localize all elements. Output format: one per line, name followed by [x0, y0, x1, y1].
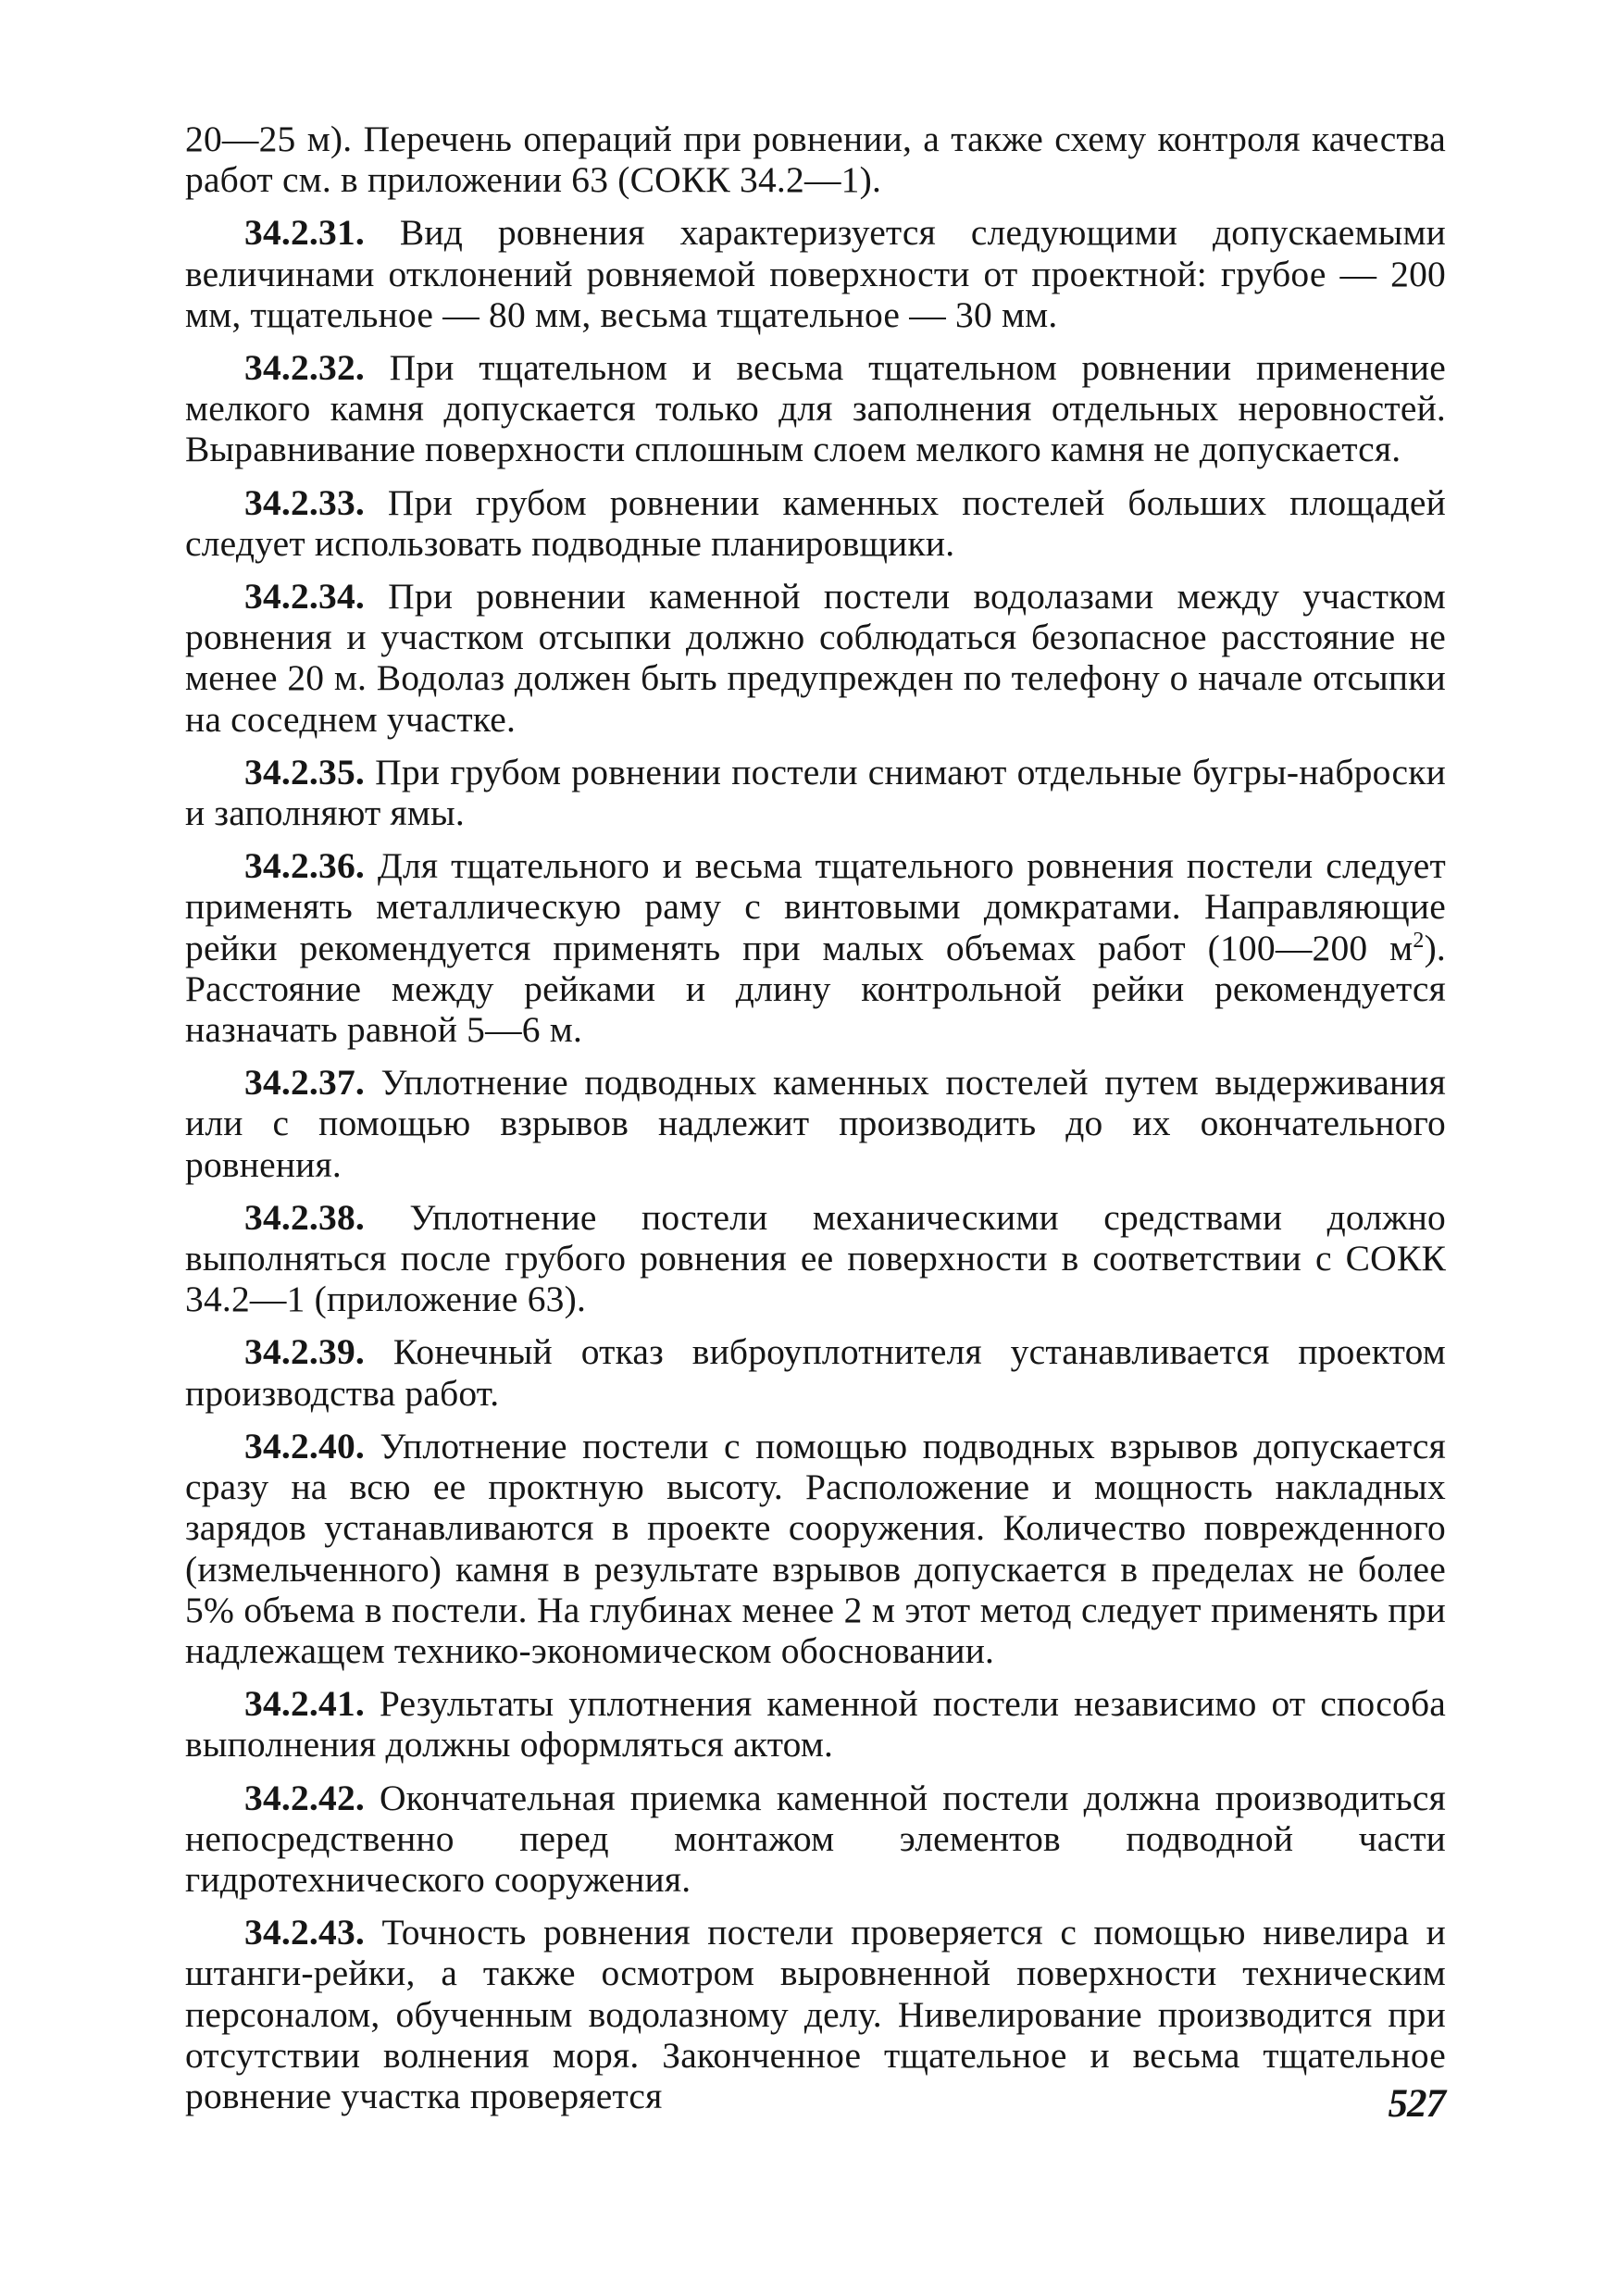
page-number: 527 [1388, 2082, 1445, 2126]
paragraph-34-2-33 [185, 482, 1446, 564]
paragraph-34-2-37 [185, 1062, 1446, 1185]
paragraph-text: При тщательном и весьма тщательном ровнении применение мелкого камня допускается только для заполнения отдельных неровностей. Выравнивание поверхности сплошным слоем мелкого камня не допускается. [185, 347, 1446, 470]
clause-number: 34.2.40. [244, 1425, 365, 1466]
page-body [185, 119, 1446, 2116]
paragraph-34-2-41 [185, 1683, 1446, 1765]
paragraph-34-2-36 [185, 845, 1446, 1050]
paragraph-text: Окончательная приемка каменной постели должна производиться непосредственно перед монтажом элементов подводной части гидротехнического сооружения. [185, 1777, 1446, 1900]
paragraph-34-2-32 [185, 347, 1446, 470]
paragraph-text: Уплотнение постели с помощью подводных взрывов допускается сразу на всю ее проктную высоту. Расположение и мощность накладных зарядов устанавливаются в проекте сооружения. Количество поврежденного (измельченного) камня в результате взрывов допускается в пределах не более 5% объема в постели. На глубинах менее 2 м этот метод следует применять при надлежащем технико-экономическом обосновании. [185, 1425, 1446, 1671]
paragraph-34-2-34 [185, 576, 1446, 740]
clause-number: 34.2.38. [244, 1196, 365, 1238]
paragraph-34-2-39 [185, 1331, 1446, 1413]
clause-number: 34.2.36. [244, 845, 365, 887]
paragraph-text: Уплотнение подводных каменных постелей путем выдерживания или с помощью взрывов надлежит производить до их окончательного ровнения. [185, 1062, 1446, 1185]
paragraph-text: При ровнении каменной постели водолазами между участком ровнения и участком отсыпки должно соблюдаться безопасное расстояние не менее 20 м. Водолаз должен быть предупрежден по телефону о начале отсыпки на соседнем участке. [185, 576, 1446, 740]
paragraph-34-2-38 [185, 1197, 1446, 1320]
paragraph-text: Результаты уплотнения каменной постели независимо от способа выполнения должны оформляться актом. [185, 1683, 1446, 1766]
clause-number: 34.2.41. [244, 1683, 365, 1725]
paragraph-34-2-31 [185, 212, 1446, 335]
paragraph-34-2-40 [185, 1426, 1446, 1671]
clause-number: 34.2.42. [244, 1777, 365, 1818]
paragraph-text-continued: ). Расстояние между рейками и длину контрольной рейки рекомендуется назначать равной 5—6 м. [185, 927, 1446, 1051]
clause-number: 34.2.35. [244, 751, 365, 792]
clause-number: 34.2.31. [244, 212, 365, 254]
clause-number: 34.2.33. [244, 481, 365, 523]
paragraph-34-2-42 [185, 1778, 1446, 1901]
clause-number: 34.2.39. [244, 1331, 365, 1373]
clause-number: 34.2.32. [244, 347, 365, 389]
paragraph-34-2-43 [185, 1912, 1446, 2116]
superscript: 2 [1413, 928, 1425, 953]
paragraph-text: Конечный отказ виброуплотнителя устанавливается проектом производства работ. [185, 1331, 1446, 1414]
paragraph-text: При грубом ровнении постели снимают отдельные бугры-наброски и заполняют ямы. [185, 751, 1446, 834]
clause-number: 34.2.37. [244, 1062, 365, 1104]
paragraph-text: 20—25 м). Перечень операций при ровнении, а также схему контроля качества работ см. в приложении 63 (СОКК 34.2—1). [185, 119, 1446, 201]
paragraph-continuation [185, 119, 1446, 200]
paragraph-text: При грубом ровнении каменных постелей больших площадей следует использовать подводные планировщики. [185, 481, 1446, 564]
paragraph-text: Вид ровнения характеризуется следующими допускаемыми величинами отклонений ровняемой поверхности от проектной: грубое — 200 мм, тщательное — 80 мм, весьма тщательное — 30 мм. [185, 212, 1446, 335]
clause-number: 34.2.43. [244, 1912, 365, 1953]
clause-number: 34.2.34. [244, 576, 365, 618]
paragraph-text: Точность ровнения постели проверяется с помощью нивелира и штанги-рейки, а также осмотром выровненной поверхности техническим персоналом, обученным водолазному делу. Нивелирование производится при отсутствии волнения моря. Законченное тщательное и весьма тщательное ровнение участка проверяется [185, 1912, 1446, 2116]
paragraph-text: Для тщательного и весьма тщательного ровнения постели следует применять металлическую раму с винтовыми домкратами. Направляющие рейки рекомендуется применять при малых объемах работ (100—200 м [185, 845, 1446, 968]
paragraph-text: Уплотнение постели механическими средствами должно выполняться после грубого ровнения ее поверхности в соответствии с СОКК 34.2—1 (приложение 63). [185, 1196, 1446, 1320]
paragraph-34-2-35 [185, 752, 1446, 833]
